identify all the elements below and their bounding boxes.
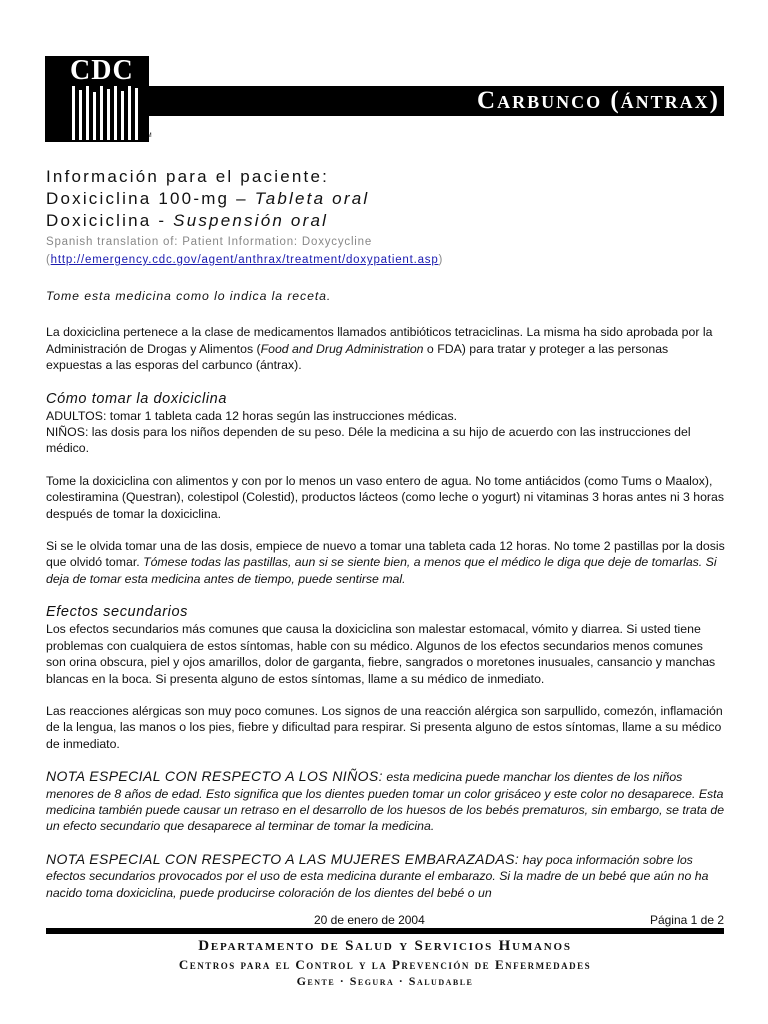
heading-line-3 — [46, 210, 726, 232]
note-pregnant — [46, 851, 726, 901]
footer-page-number: Página 1 de 2 — [649, 913, 724, 927]
note-children-heading: NOTA ESPECIAL CON RESPECTO A LOS NIÑOS: — [46, 768, 383, 785]
document-title: Carbunco (ántrax) — [477, 87, 720, 114]
section-heading-side-effects: Efectos secundarios — [46, 604, 188, 621]
department-name: Departamento de Salud y Servicios Humanos — [198, 938, 572, 954]
adults-dosage: ADULTOS: tomar 1 tableta cada 12 horas según las instrucciones médicas. — [46, 408, 458, 423]
note-pregnant-text: hay poca información sobre los efectos secundarios provocados por el uso de esta medicina durante el embarazo. Si la madre de un bebé que aún no ha nacido toma doxiciclina, puede producirse coloración de los dientes del bebé o un — [46, 852, 709, 900]
intro-paragraph-italic: Food and Drug Administration — [260, 341, 424, 356]
link-open-paren: ( — [46, 254, 51, 266]
source-link[interactable]: http://emergency.cdc.gov/agent/anthrax/treatment/doxypatient.asp — [50, 254, 439, 266]
heading-line-2-text: Doxiciclina 100-mg – — [46, 189, 255, 208]
translation-note: Spanish translation of: Patient Information: Doxycycline — [46, 236, 373, 248]
logo-text: CDC — [70, 55, 134, 86]
footer-divider — [46, 928, 724, 934]
link-close-paren: ) — [438, 254, 444, 266]
missed-dose-paragraph — [46, 538, 726, 587]
heading-line-2 — [46, 188, 726, 210]
heading-line-3-text: Doxiciclina - — [46, 211, 174, 230]
note-children — [46, 768, 726, 835]
source-link-line — [46, 252, 726, 268]
main-content — [46, 166, 726, 901]
note-children-text: esta medicina puede manchar los dientes de los niños menores de 8 años de edad. Esto significa que los dientes pueden tomar un color grisáceo y este color no desaparece. Esta medicina también puede causar un retraso en el desarrollo de los huesos de los bebés prematuros, sin embargo, se trata de un efecto secundario que desaparece al terminar de tomar la medicina. — [46, 770, 725, 834]
section-heading-how: Cómo tomar la doxiciclina — [46, 390, 228, 407]
allergy-paragraph: Las reacciones alérgicas son muy poco comunes. Los signos de una reacción alérgica son sarpullido, comezón, inflamación de la lengua, las manos o los pies, fiebre y dificultad para respirar. Si presenta alguno de estos síntomas, llame a su médico de inmediato. — [46, 703, 723, 751]
children-dosage: NIÑOS: las dosis para los niños dependen de su peso. Déle la medicina a su hijo de acuerdo con las instrucciones del médico. — [46, 425, 691, 456]
heading-line-2-italic: Tableta oral — [254, 189, 370, 208]
intro-paragraph-a: La doxiciclina pertenece a la clase de medicamentos llamados antibióticos tetraciclinas. La misma ha sido aprobada por la Administración de Drogas y Alimentos ( — [46, 325, 713, 356]
tagline: Gente · Segura · Saludable — [296, 974, 474, 988]
heading-line-3-italic: Suspensión oral — [173, 211, 329, 230]
intro-paragraph — [46, 324, 726, 373]
side-effects-paragraph: Los efectos secundarios más comunes que causa la doxiciclina son malestar estomacal, vómito y diarrea. Si usted tiene problemas con cualquiera de estos síntomas, hable con su médico. Algunos de los efectos secundarios menos comunes son orina obscura, piel y ojos amarillos, dolor de garganta, fiebre, sangrados o moretones inusuales, cansancio y manchas blancas en la boca. Si presenta alguno de estos síntomas, llame a su médico de inmediato. — [46, 622, 716, 686]
food-paragraph: Tome la doxiciclina con alimentos y con por lo menos un vaso entero de agua. No tome antiácidos (como Tums o Maalox), colestiramina (Questran), colestipol (Colestid), productos lácteos (como leche o yogurt) ni vitaminas 3 horas antes ni 3 horas después de tomar la doxiciclina. — [46, 473, 725, 521]
centers-name: Centros para el Control y la Prevención de Enfermedades — [178, 957, 592, 972]
recipe-note: Tome esta medicina como lo indica la receta. — [46, 289, 332, 303]
trademark-mark: TM — [143, 133, 152, 139]
intro-paragraph-b: o FDA) para tratar y proteger a las personas expuestas a las esporas del carbunco (ántrax). — [46, 341, 669, 373]
missed-dose-italic: Tómese todas las pastillas, aun si se siente bien, a menos que el médico le diga que deje de tomarlas. Si deja de tomar esta medicina antes de tiempo, puede sentirse mal. — [46, 555, 717, 586]
heading-line-1: Información para el paciente: — [46, 167, 330, 186]
footer-date: 20 de enero de 2004 — [314, 913, 425, 927]
title-bar — [149, 86, 724, 116]
cdc-logo-stripes-icon — [70, 86, 140, 140]
missed-dose-text: Si se le olvida tomar una de las dosis, empiece de nuevo a tomar una tableta cada 12 horas. No tome 2 pastillas por la dosis que olvidó tomar. — [46, 539, 725, 570]
note-pregnant-heading: NOTA ESPECIAL CON RESPECTO A LAS MUJERES EMBARAZADAS: — [46, 850, 520, 867]
